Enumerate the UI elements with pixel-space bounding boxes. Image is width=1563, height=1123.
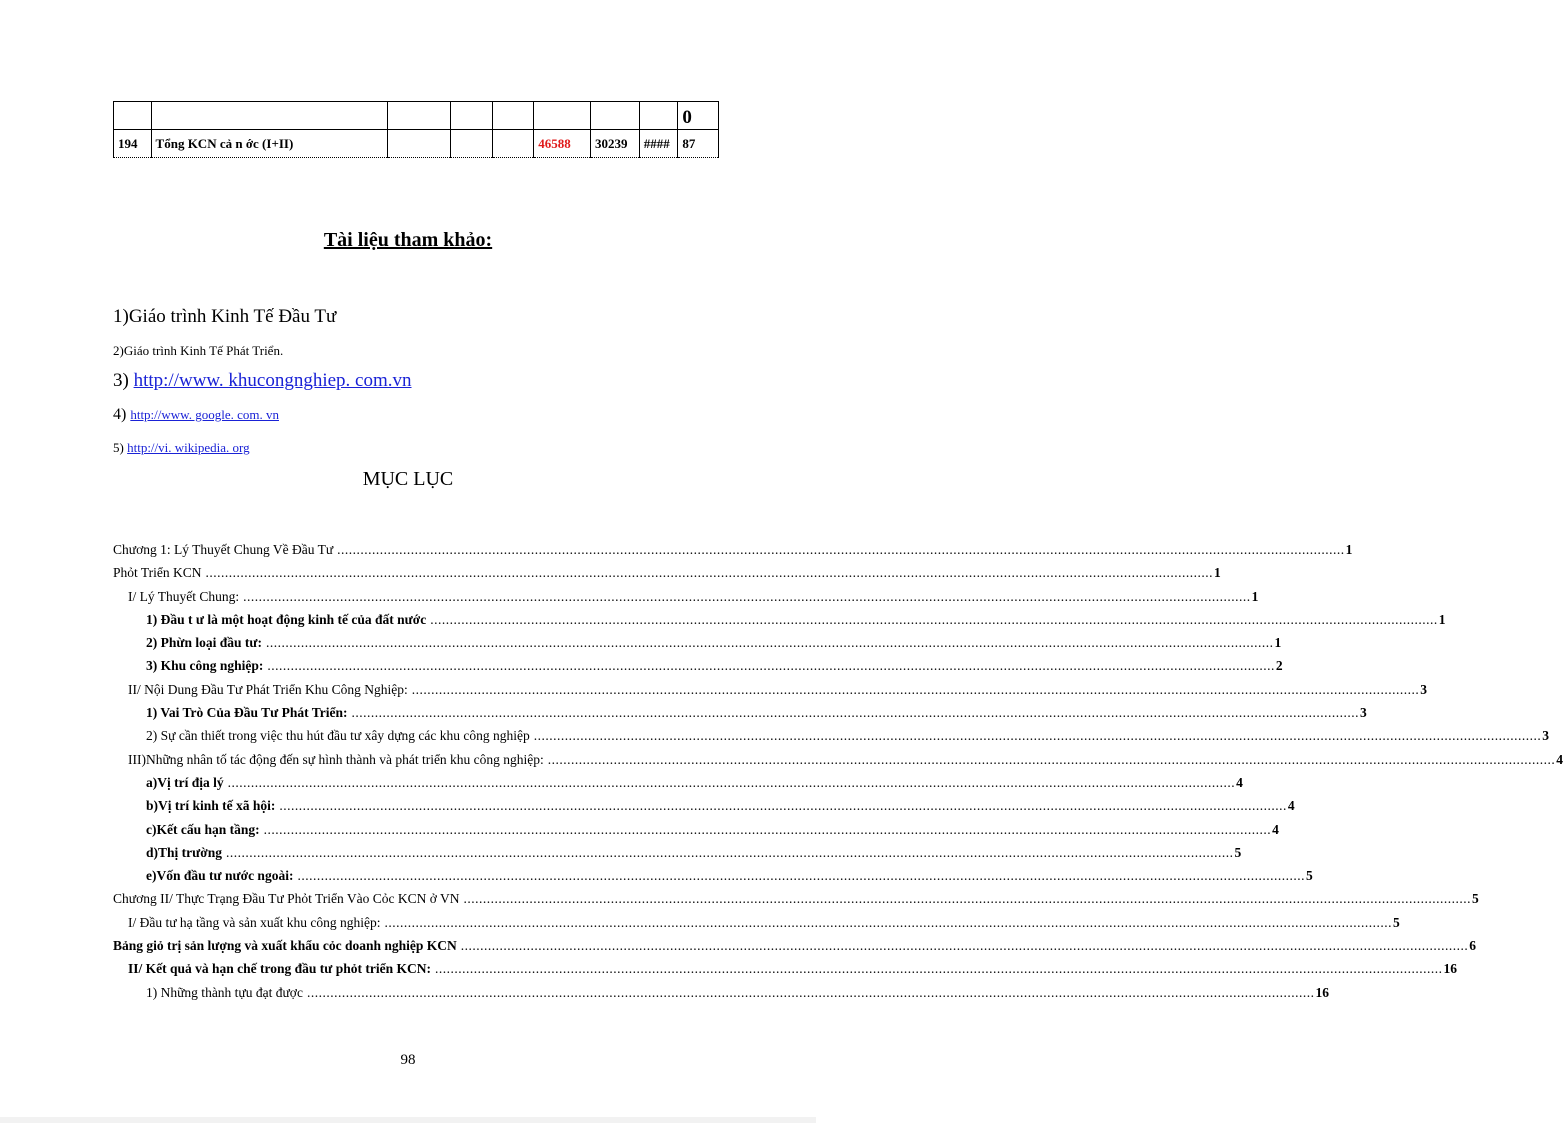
table-cell <box>151 102 388 130</box>
toc-entry-text: 2) Sự cần thiết trong việc thu hút đầu tư xây dựng các khu công nghiệp <box>146 728 530 744</box>
toc-entry[interactable] <box>113 821 1279 845</box>
toc-entry-text: c)Kết cấu hạn tầng: <box>146 821 260 837</box>
toc-entry[interactable] <box>113 751 1563 775</box>
toc-leader-dots: .................................................................................................................................................................................................................................................................... <box>265 635 1274 651</box>
toc-leader-dots: .................................................................................................................................................................................................................................................................... <box>430 611 1438 627</box>
toc-leader-dots: .................................................................................................................................................................................................................................................................... <box>227 774 1236 790</box>
toc-entry-text: b)Vị trí kinh tế xã hội: <box>146 798 276 814</box>
table-cell <box>450 130 492 158</box>
toc-entry-text: 3) Khu công nghiệp: <box>146 658 264 674</box>
toc-entry[interactable] <box>113 961 1458 984</box>
toc-entry[interactable] <box>113 705 1367 728</box>
table-cell <box>388 102 451 130</box>
toc-entry[interactable] <box>113 984 1329 1008</box>
toc-entry[interactable] <box>113 774 1243 798</box>
toc-leader-dots: .................................................................................................................................................................................................................................................................... <box>225 844 1234 860</box>
toc-entry-text: Chương II/ Thực Trạng Đầu Tư Phỏt Triển Vào Cỏc KCN ở VN <box>113 891 460 907</box>
toc-entry-text: I/ Đầu tư hạ tầng và sản xuất khu công nghiệp: <box>128 914 381 930</box>
toc-leader-dots: .................................................................................................................................................................................................................................................................... <box>297 868 1305 884</box>
toc-leader-dots: .................................................................................................................................................................................................................................................................... <box>533 728 1542 744</box>
table-cell: 87 <box>678 130 719 158</box>
reference-text: 2)Giáo trình Kinh Tế Phát Triển. <box>113 343 284 358</box>
page-number: 98 <box>400 1052 416 1068</box>
toc-entry-page: 6 <box>1469 938 1477 954</box>
table-cell: 30239 <box>591 130 640 158</box>
toc-entry-page: 16 <box>1315 984 1329 1000</box>
reference-link-khucongnghiep[interactable]: http://www. khucongnghiep. com.vn <box>133 370 412 391</box>
table-cell <box>388 130 451 158</box>
toc-entry-page: 4 <box>1287 798 1295 814</box>
toc-entry-text: 1) Đầu t ư là một hoạt động kinh tế của đất nước <box>146 611 427 627</box>
reference-link-wikipedia[interactable]: http://vi. wikipedia. org <box>127 440 250 455</box>
toc-title: MỤC LỤC <box>362 468 454 490</box>
toc-leader-dots: .................................................................................................................................................................................................................................................................... <box>384 914 1393 930</box>
table-cell <box>450 102 492 130</box>
toc-entry[interactable] <box>113 635 1282 658</box>
table-cell: #### <box>639 130 678 158</box>
toc-entry-page: 1 <box>1438 611 1446 627</box>
toc-leader-dots: .................................................................................................................................................................................................................................................................... <box>463 891 1472 907</box>
toc-leader-dots: .................................................................................................................................................................................................................................................................... <box>306 984 1315 1000</box>
toc-entry-text: II/ Nội Dung Đầu Tư Phát Triển Khu Công Nghiệp: <box>128 681 408 697</box>
toc-entry-text: Phỏt Triển KCN <box>113 565 202 581</box>
toc-entry-page: 1 <box>1251 588 1259 604</box>
toc-leader-dots: .................................................................................................................................................................................................................................................................... <box>267 658 1275 674</box>
table-cell: 46588 <box>534 130 591 158</box>
toc-entry-page: 5 <box>1393 914 1400 930</box>
table-cell: 194 <box>114 130 152 158</box>
reference-item-1 <box>113 306 336 328</box>
toc-entry-text: 1) Vai Trò Của Đầu Tư Phát Triển: <box>146 705 348 721</box>
reference-item-3 <box>113 370 412 392</box>
table-row <box>114 102 719 130</box>
toc-entry-text: e)Vốn đầu tư nước ngoài: <box>146 868 294 884</box>
toc-entry-page: 16 <box>1443 961 1458 977</box>
reference-item-5 <box>113 440 250 456</box>
references-title: Tài liệu tham khảo: <box>323 229 493 251</box>
toc-entry-page: 4 <box>1272 821 1279 837</box>
toc-entry-text: I/ Lý Thuyết Chung: <box>128 588 240 604</box>
table-cell <box>639 102 678 130</box>
toc-entry[interactable] <box>113 938 1477 961</box>
toc-leader-dots: .................................................................................................................................................................................................................................................................... <box>243 588 1251 604</box>
toc-entry[interactable] <box>113 728 1549 751</box>
toc-entry[interactable] <box>113 681 1427 705</box>
toc-entry-page: 3 <box>1542 728 1549 744</box>
toc-entry[interactable] <box>113 542 1353 565</box>
toc-entry-page: 2 <box>1275 658 1283 674</box>
toc-leader-dots: .................................................................................................................................................................................................................................................................... <box>279 798 1287 814</box>
toc-entry-text: 2) Phừn loại đầu tư: <box>146 635 262 651</box>
toc-entry-text: 1) Những thành tựu đạt được <box>146 984 303 1000</box>
toc-leader-dots: .................................................................................................................................................................................................................................................................... <box>337 542 1345 557</box>
toc-entry-page: 3 <box>1360 705 1367 721</box>
table-cell <box>114 102 152 130</box>
page-bottom-edge <box>0 1117 816 1123</box>
table-row <box>114 130 719 158</box>
toc-entry[interactable] <box>113 868 1313 891</box>
toc-entry-text: Bảng giỏ trị sản lượng và xuất khẩu cỏc doanh nghiệp KCN <box>113 938 457 954</box>
toc-leader-dots: .................................................................................................................................................................................................................................................................... <box>351 705 1360 721</box>
reference-prefix: 5) <box>113 440 128 455</box>
data-table <box>113 101 719 158</box>
table-cell <box>492 102 534 130</box>
reference-item-4 <box>113 406 279 424</box>
table-cell: 0 <box>678 102 719 130</box>
toc-entry[interactable] <box>113 588 1259 612</box>
toc-entry-page: 4 <box>1556 751 1563 767</box>
table-of-contents <box>113 542 1563 1008</box>
toc-entry-text: a)Vị trí địa lý <box>146 774 224 790</box>
toc-leader-dots: .................................................................................................................................................................................................................................................................... <box>460 938 1469 954</box>
toc-entry-page: 5 <box>1234 844 1242 860</box>
toc-entry-text: Chương 1: Lý Thuyết Chung Về Đầu Tư <box>113 542 334 557</box>
reference-prefix: 4) <box>113 406 131 423</box>
toc-entry-text: II/ Kết quả và hạn chế trong đầu tư phỏt triển KCN: <box>128 961 432 977</box>
toc-entry[interactable] <box>113 844 1242 868</box>
toc-entry-page: 1 <box>1214 565 1221 581</box>
reference-prefix: 3) <box>113 370 134 391</box>
toc-entry-page: 5 <box>1472 891 1479 907</box>
table-cell <box>492 130 534 158</box>
reference-item-2 <box>113 343 283 359</box>
table-cell: Tổng KCN cả n ớc (I+II) <box>151 130 388 158</box>
toc-entry[interactable] <box>113 565 1221 588</box>
toc-entry-page: 4 <box>1236 774 1243 790</box>
toc-leader-dots: .................................................................................................................................................................................................................................................................... <box>435 961 1443 977</box>
toc-leader-dots: .................................................................................................................................................................................................................................................................... <box>263 821 1272 837</box>
toc-entry-page: 1 <box>1345 542 1353 557</box>
toc-entry[interactable] <box>113 891 1479 914</box>
toc-entry[interactable] <box>113 658 1283 681</box>
toc-entry-text: III)Những nhân tố tác động đến sự hình thành và phát triển khu công nghiệp: <box>128 751 544 767</box>
toc-leader-dots: .................................................................................................................................................................................................................................................................... <box>547 751 1556 767</box>
table-cell <box>534 102 591 130</box>
toc-leader-dots: .................................................................................................................................................................................................................................................................... <box>411 681 1420 697</box>
table-cell <box>591 102 640 130</box>
toc-entry[interactable] <box>113 611 1446 635</box>
toc-entry-text: d)Thị trường <box>146 844 222 860</box>
toc-entry[interactable] <box>113 798 1295 821</box>
toc-entry-page: 5 <box>1305 868 1313 884</box>
reference-text: 1)Giáo trình Kinh Tế Đầu Tư <box>113 306 337 327</box>
toc-entry-page: 1 <box>1274 635 1282 651</box>
toc-entry[interactable] <box>113 914 1400 938</box>
reference-link-google[interactable]: http://www. google. com. vn <box>130 407 279 422</box>
toc-leader-dots: .................................................................................................................................................................................................................................................................... <box>205 565 1214 581</box>
toc-entry-page: 3 <box>1420 681 1427 697</box>
